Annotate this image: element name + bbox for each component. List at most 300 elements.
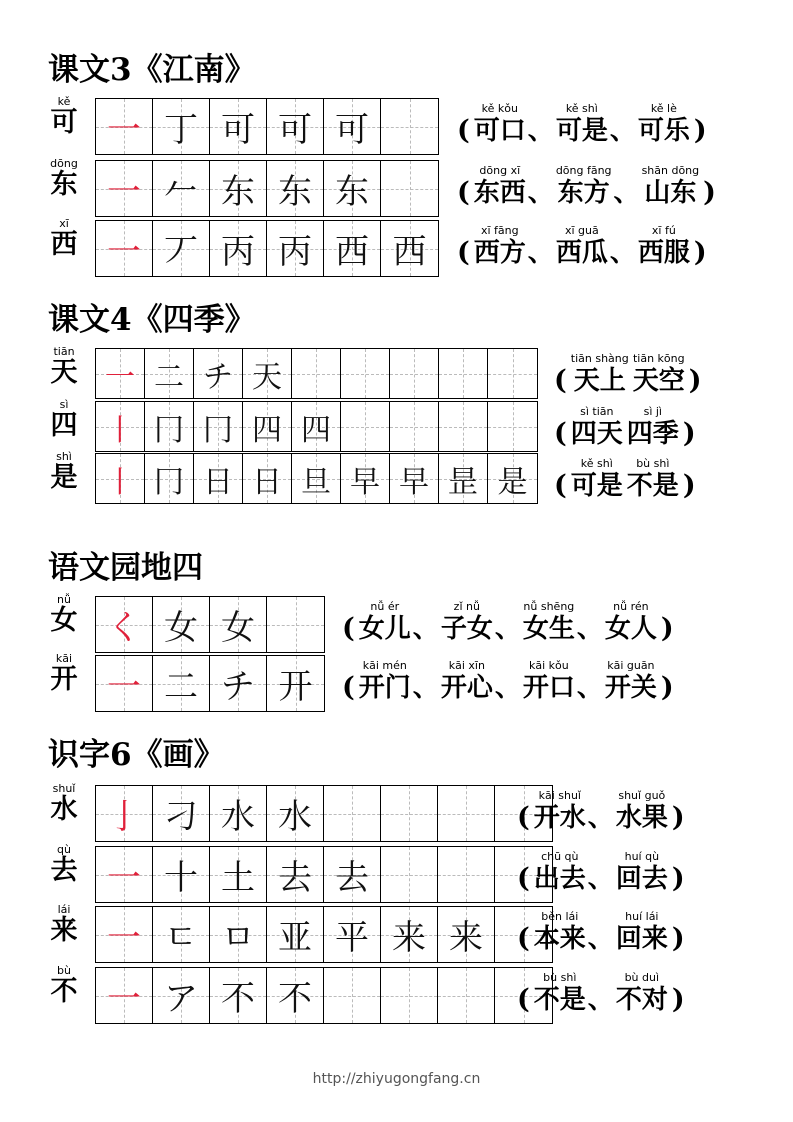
stroke-step: ㅁ xyxy=(221,918,255,958)
grid-cell xyxy=(267,968,324,1023)
stroke-step: 十 xyxy=(164,858,198,898)
open-paren: ( xyxy=(554,365,567,396)
word-pinyin: kāi shuǐ xyxy=(538,789,581,802)
stroke-step: 冂 xyxy=(154,464,184,500)
word-separator: 、 xyxy=(613,178,640,208)
word-item xyxy=(523,600,575,644)
word-separator: 、 xyxy=(576,614,603,644)
stroke-step: く xyxy=(107,608,141,648)
char-label xyxy=(48,451,80,493)
stroke-order-grid xyxy=(95,967,553,1024)
open-paren: ( xyxy=(457,115,470,146)
grid-cell xyxy=(96,99,153,154)
grid-cell xyxy=(381,221,438,276)
char-pinyin: lái xyxy=(57,903,71,916)
word-hanzi: 山东 xyxy=(644,178,697,208)
word-list xyxy=(552,405,698,449)
stroke-step: 冂 xyxy=(203,412,233,448)
char-pinyin: nǚ xyxy=(57,593,71,606)
word-item xyxy=(556,102,608,146)
word-pinyin: dōng xī xyxy=(479,164,521,177)
stroke-step: 一 xyxy=(107,232,141,272)
stroke-step: 丁 xyxy=(164,110,198,150)
word-pinyin: nǚ shēng xyxy=(523,600,575,613)
stroke-step: 女 xyxy=(221,608,255,648)
word-hanzi: 西服 xyxy=(637,238,690,268)
char-hanzi: 东 xyxy=(50,169,78,200)
stroke-step: ア xyxy=(164,979,198,1019)
word-item xyxy=(616,850,668,894)
grid-cell xyxy=(292,349,341,398)
grid-cell xyxy=(210,786,267,841)
char-label xyxy=(48,158,80,200)
word-pinyin: kě kǒu xyxy=(481,102,518,115)
grid-cell xyxy=(243,402,292,451)
word-pinyin: kāi kǒu xyxy=(528,659,569,672)
grid-cell xyxy=(153,847,210,902)
word-hanzi: 不是 xyxy=(626,471,679,501)
char-hanzi: 是 xyxy=(50,462,78,493)
grid-cell xyxy=(96,786,153,841)
word-item xyxy=(627,457,679,501)
stroke-step: 去 xyxy=(278,858,312,898)
word-item xyxy=(474,102,526,146)
grid-cell xyxy=(96,161,153,216)
grid-cell xyxy=(210,99,267,154)
word-list xyxy=(515,971,687,1015)
stroke-step: 来 xyxy=(392,918,426,958)
open-paren: ( xyxy=(517,984,530,1015)
word-separator: 、 xyxy=(576,673,603,703)
grid-cell xyxy=(341,454,390,503)
stroke-step: 土 xyxy=(221,858,255,898)
word-pinyin: bù shì xyxy=(636,457,670,470)
stroke-step: 去 xyxy=(335,858,369,898)
grid-cell xyxy=(267,847,324,902)
word-pinyin: tiān kōng xyxy=(632,352,685,365)
word-pinyin: sì tiān xyxy=(580,405,614,418)
word-list xyxy=(340,600,676,644)
grid-cell xyxy=(292,454,341,503)
word-item xyxy=(605,659,657,703)
grid-cell xyxy=(381,907,438,962)
word-item xyxy=(638,224,690,268)
grid-cell xyxy=(96,847,153,902)
word-item xyxy=(616,789,668,833)
stroke-step: 日 xyxy=(252,464,282,500)
word-separator: 、 xyxy=(587,924,614,954)
grid-cell xyxy=(243,454,292,503)
word-list xyxy=(340,659,676,703)
grid-cell xyxy=(488,454,537,503)
grid-cell xyxy=(438,968,495,1023)
word-hanzi: 不对 xyxy=(615,985,668,1015)
grid-cell xyxy=(210,656,267,711)
grid-cell xyxy=(267,221,324,276)
grid-cell xyxy=(210,161,267,216)
open-paren: ( xyxy=(342,672,355,703)
footer-url: http://zhiyugongfang.cn xyxy=(312,1071,481,1087)
grid-cell xyxy=(292,402,341,451)
word-hanzi: 四季 xyxy=(626,419,679,449)
char-label xyxy=(48,904,80,946)
word-item xyxy=(534,971,586,1015)
word-item xyxy=(633,352,685,396)
stroke-step: 女 xyxy=(164,608,198,648)
word-separator: 、 xyxy=(587,985,614,1015)
stroke-order-grid xyxy=(95,846,553,903)
open-paren: ( xyxy=(517,802,530,833)
char-hanzi: 可 xyxy=(50,107,78,138)
stroke-step: 亅 xyxy=(107,797,141,837)
grid-cell xyxy=(381,847,438,902)
char-pinyin: kāi xyxy=(55,652,73,665)
word-pinyin: kāi guān xyxy=(607,659,655,672)
stroke-step: 不 xyxy=(278,979,312,1019)
word-pinyin: kāi mén xyxy=(362,659,407,672)
word-item xyxy=(556,224,608,268)
grid-cell xyxy=(153,968,210,1023)
word-item xyxy=(474,164,526,208)
stroke-step: 旦 xyxy=(301,464,331,500)
stroke-step: 早 xyxy=(350,464,380,500)
char-hanzi: 来 xyxy=(50,915,78,946)
grid-cell xyxy=(324,907,381,962)
word-item xyxy=(616,971,668,1015)
grid-cell xyxy=(96,349,145,398)
grid-cell xyxy=(324,99,381,154)
close-paren: ) xyxy=(682,470,696,501)
char-pinyin: xī xyxy=(59,217,69,230)
stroke-step: 一 xyxy=(105,359,135,395)
stroke-step: 不 xyxy=(221,979,255,1019)
word-list xyxy=(552,352,704,396)
grid-cell xyxy=(324,847,381,902)
stroke-order-grid xyxy=(95,401,538,452)
word-pinyin: dōng fāng xyxy=(555,164,612,177)
stroke-order-grid xyxy=(95,98,439,155)
grid-cell xyxy=(324,221,381,276)
word-hanzi: 可是 xyxy=(555,116,608,146)
stroke-step: 昰 xyxy=(448,464,478,500)
grid-cell xyxy=(267,161,324,216)
word-pinyin: nǚ rén xyxy=(613,600,649,613)
stroke-step: 一 xyxy=(107,858,141,898)
word-hanzi: 女人 xyxy=(604,614,657,644)
word-hanzi: 回去 xyxy=(615,864,668,894)
stroke-step: 早 xyxy=(399,464,429,500)
char-pinyin: shuǐ xyxy=(52,782,76,795)
close-paren: ) xyxy=(693,115,707,146)
stroke-step: 东 xyxy=(278,172,312,212)
word-item xyxy=(571,405,623,449)
word-item xyxy=(556,164,612,208)
grid-cell xyxy=(210,221,267,276)
word-separator: 、 xyxy=(412,673,439,703)
char-label xyxy=(48,653,80,695)
grid-cell xyxy=(210,968,267,1023)
word-hanzi: 东西 xyxy=(473,178,526,208)
grid-cell xyxy=(381,968,438,1023)
stroke-step: 𠂉 xyxy=(164,172,198,212)
stroke-step: 一 xyxy=(107,667,141,707)
stroke-step: 开 xyxy=(278,667,313,707)
stroke-order-grid xyxy=(95,160,439,217)
stroke-step: 亚 xyxy=(278,918,312,958)
char-hanzi: 女 xyxy=(50,605,78,636)
grid-cell xyxy=(153,161,210,216)
grid-cell xyxy=(96,454,145,503)
close-paren: ) xyxy=(671,802,685,833)
grid-cell xyxy=(153,597,210,652)
stroke-step: 丆 xyxy=(164,232,198,272)
word-pinyin: běn lái xyxy=(541,910,579,923)
stroke-step: 刁 xyxy=(164,797,198,837)
stroke-step: 平 xyxy=(335,918,369,958)
stroke-step: 东 xyxy=(221,172,255,212)
char-label xyxy=(48,96,80,138)
grid-cell xyxy=(153,656,210,711)
stroke-step: 可 xyxy=(278,110,312,150)
char-pinyin: kě xyxy=(57,95,71,108)
word-item xyxy=(638,102,690,146)
word-item xyxy=(571,457,623,501)
grid-cell xyxy=(210,907,267,962)
stroke-step: 丙 xyxy=(221,232,255,272)
char-label xyxy=(48,346,80,388)
grid-cell xyxy=(145,402,194,451)
grid-cell xyxy=(341,349,390,398)
grid-cell xyxy=(153,99,210,154)
word-hanzi: 可口 xyxy=(473,116,526,146)
open-paren: ( xyxy=(457,237,470,268)
word-item xyxy=(523,659,575,703)
word-hanzi: 西方 xyxy=(473,238,526,268)
section-title: 识字6《画》 xyxy=(48,737,225,773)
grid-cell xyxy=(267,907,324,962)
word-pinyin: chū qù xyxy=(541,850,579,863)
grid-cell xyxy=(390,349,439,398)
grid-cell xyxy=(324,161,381,216)
open-paren: ( xyxy=(457,177,470,208)
word-separator: 、 xyxy=(527,116,554,146)
close-paren: ) xyxy=(660,672,674,703)
grid-cell xyxy=(381,99,438,154)
grid-cell xyxy=(390,402,439,451)
word-pinyin: xī guā xyxy=(564,224,599,237)
word-item xyxy=(359,600,411,644)
close-paren: ) xyxy=(671,923,685,954)
grid-cell xyxy=(267,656,324,711)
open-paren: ( xyxy=(517,923,530,954)
word-pinyin: bù duì xyxy=(624,971,660,984)
word-hanzi: 开关 xyxy=(604,673,657,703)
grid-cell xyxy=(96,968,153,1023)
stroke-step: 一 xyxy=(107,172,141,212)
stroke-step: チ xyxy=(221,667,255,707)
grid-cell xyxy=(153,907,210,962)
stroke-order-grid xyxy=(95,348,538,399)
grid-cell xyxy=(210,597,267,652)
word-hanzi: 四天 xyxy=(570,419,623,449)
char-label xyxy=(48,218,80,260)
grid-cell xyxy=(438,786,495,841)
close-paren: ) xyxy=(688,365,702,396)
char-pinyin: qù xyxy=(57,843,71,856)
char-label xyxy=(48,965,80,1007)
word-pinyin: tiān shàng xyxy=(570,352,629,365)
word-hanzi: 本来 xyxy=(533,924,586,954)
stroke-order-grid xyxy=(95,906,553,963)
stroke-step: 是 xyxy=(497,464,528,500)
word-separator: 、 xyxy=(587,803,614,833)
grid-cell xyxy=(96,402,145,451)
stroke-step: ㄷ xyxy=(164,918,198,958)
word-pinyin: nǚ ér xyxy=(370,600,400,613)
word-pinyin: xī fú xyxy=(651,224,676,237)
word-pinyin: kě shì xyxy=(580,457,613,470)
grid-cell xyxy=(390,454,439,503)
grid-cell xyxy=(267,99,324,154)
stroke-step: 四 xyxy=(252,412,282,448)
word-list xyxy=(515,789,687,833)
word-item xyxy=(605,600,657,644)
grid-cell xyxy=(324,786,381,841)
stroke-order-grid xyxy=(95,655,325,712)
grid-cell xyxy=(267,786,324,841)
grid-cell xyxy=(153,221,210,276)
open-paren: ( xyxy=(517,863,530,894)
word-hanzi: 开心 xyxy=(440,673,493,703)
word-item xyxy=(534,850,586,894)
char-label xyxy=(48,399,80,441)
stroke-step: 丨 xyxy=(105,412,135,448)
word-hanzi: 开水 xyxy=(533,803,586,833)
stroke-step: 西 xyxy=(392,232,427,272)
stroke-step: 来 xyxy=(449,918,483,958)
word-hanzi: 女儿 xyxy=(358,614,411,644)
stroke-step: 二 xyxy=(154,359,184,395)
grid-cell xyxy=(488,402,537,451)
grid-cell xyxy=(145,349,194,398)
stroke-step: 西 xyxy=(335,232,369,272)
word-pinyin: sì jì xyxy=(643,405,662,418)
word-pinyin: shān dōng xyxy=(641,164,700,177)
stroke-order-grid xyxy=(95,596,325,653)
word-hanzi: 可是 xyxy=(570,471,623,501)
open-paren: ( xyxy=(554,470,567,501)
close-paren: ) xyxy=(671,863,685,894)
stroke-step: 四 xyxy=(301,412,331,448)
grid-cell xyxy=(381,161,438,216)
grid-cell xyxy=(145,454,194,503)
char-hanzi: 水 xyxy=(50,794,78,825)
word-hanzi: 天空 xyxy=(632,366,685,396)
word-pinyin: bù shì xyxy=(543,971,577,984)
grid-cell xyxy=(267,597,324,652)
word-hanzi: 不是 xyxy=(533,985,586,1015)
word-item xyxy=(534,789,586,833)
word-pinyin: zǐ nǚ xyxy=(453,600,480,613)
grid-cell xyxy=(210,847,267,902)
word-separator: 、 xyxy=(527,178,554,208)
stroke-step: チ xyxy=(203,359,233,395)
stroke-step: 水 xyxy=(278,797,312,837)
word-hanzi: 天上 xyxy=(573,366,626,396)
char-label xyxy=(48,844,80,886)
stroke-step: 水 xyxy=(221,797,255,837)
stroke-step: 一 xyxy=(107,918,141,958)
char-hanzi: 天 xyxy=(50,357,78,388)
word-separator: 、 xyxy=(587,864,614,894)
word-item xyxy=(616,910,668,954)
grid-cell xyxy=(439,402,488,451)
grid-cell xyxy=(153,786,210,841)
close-paren: ) xyxy=(693,237,707,268)
word-separator: 、 xyxy=(527,238,554,268)
word-hanzi: 西瓜 xyxy=(555,238,608,268)
word-list xyxy=(455,164,718,208)
char-pinyin: bù xyxy=(57,964,71,977)
word-hanzi: 东方 xyxy=(557,178,610,208)
word-list xyxy=(515,850,687,894)
section-title: 课文3《江南》 xyxy=(48,52,256,88)
stroke-step: 可 xyxy=(221,110,255,150)
word-item xyxy=(571,352,629,396)
char-pinyin: sì xyxy=(59,398,69,411)
stroke-step: 一 xyxy=(107,979,141,1019)
grid-cell xyxy=(194,402,243,451)
word-hanzi: 水果 xyxy=(615,803,668,833)
word-separator: 、 xyxy=(412,614,439,644)
stroke-step: 东 xyxy=(335,172,369,212)
grid-cell xyxy=(488,349,537,398)
grid-cell xyxy=(243,349,292,398)
close-paren: ) xyxy=(660,613,674,644)
word-item xyxy=(642,164,700,208)
word-list xyxy=(455,224,709,268)
word-hanzi: 女生 xyxy=(522,614,575,644)
stroke-step: 一 xyxy=(107,110,141,150)
close-paren: ) xyxy=(703,177,716,208)
stroke-step: 二 xyxy=(164,667,198,707)
word-hanzi: 子女 xyxy=(440,614,493,644)
word-pinyin: xī fāng xyxy=(480,224,519,237)
word-separator: 、 xyxy=(609,116,636,146)
char-hanzi: 不 xyxy=(50,976,78,1007)
char-hanzi: 四 xyxy=(50,410,78,441)
grid-cell xyxy=(194,349,243,398)
close-paren: ) xyxy=(682,418,696,449)
word-pinyin: kě lè xyxy=(650,102,677,115)
word-hanzi: 开门 xyxy=(358,673,411,703)
word-pinyin: huí lái xyxy=(625,910,659,923)
stroke-order-grid xyxy=(95,220,439,277)
word-item xyxy=(627,405,679,449)
grid-cell xyxy=(96,221,153,276)
word-item xyxy=(359,659,411,703)
word-separator: 、 xyxy=(494,614,521,644)
word-item xyxy=(534,910,586,954)
char-pinyin: dōng xyxy=(50,157,78,170)
word-list xyxy=(455,102,709,146)
word-pinyin: shuǐ guǒ xyxy=(618,789,666,802)
word-pinyin: huí qù xyxy=(624,850,660,863)
char-label xyxy=(48,783,80,825)
stroke-step: 可 xyxy=(335,110,369,150)
close-paren: ) xyxy=(671,984,685,1015)
grid-cell xyxy=(381,786,438,841)
